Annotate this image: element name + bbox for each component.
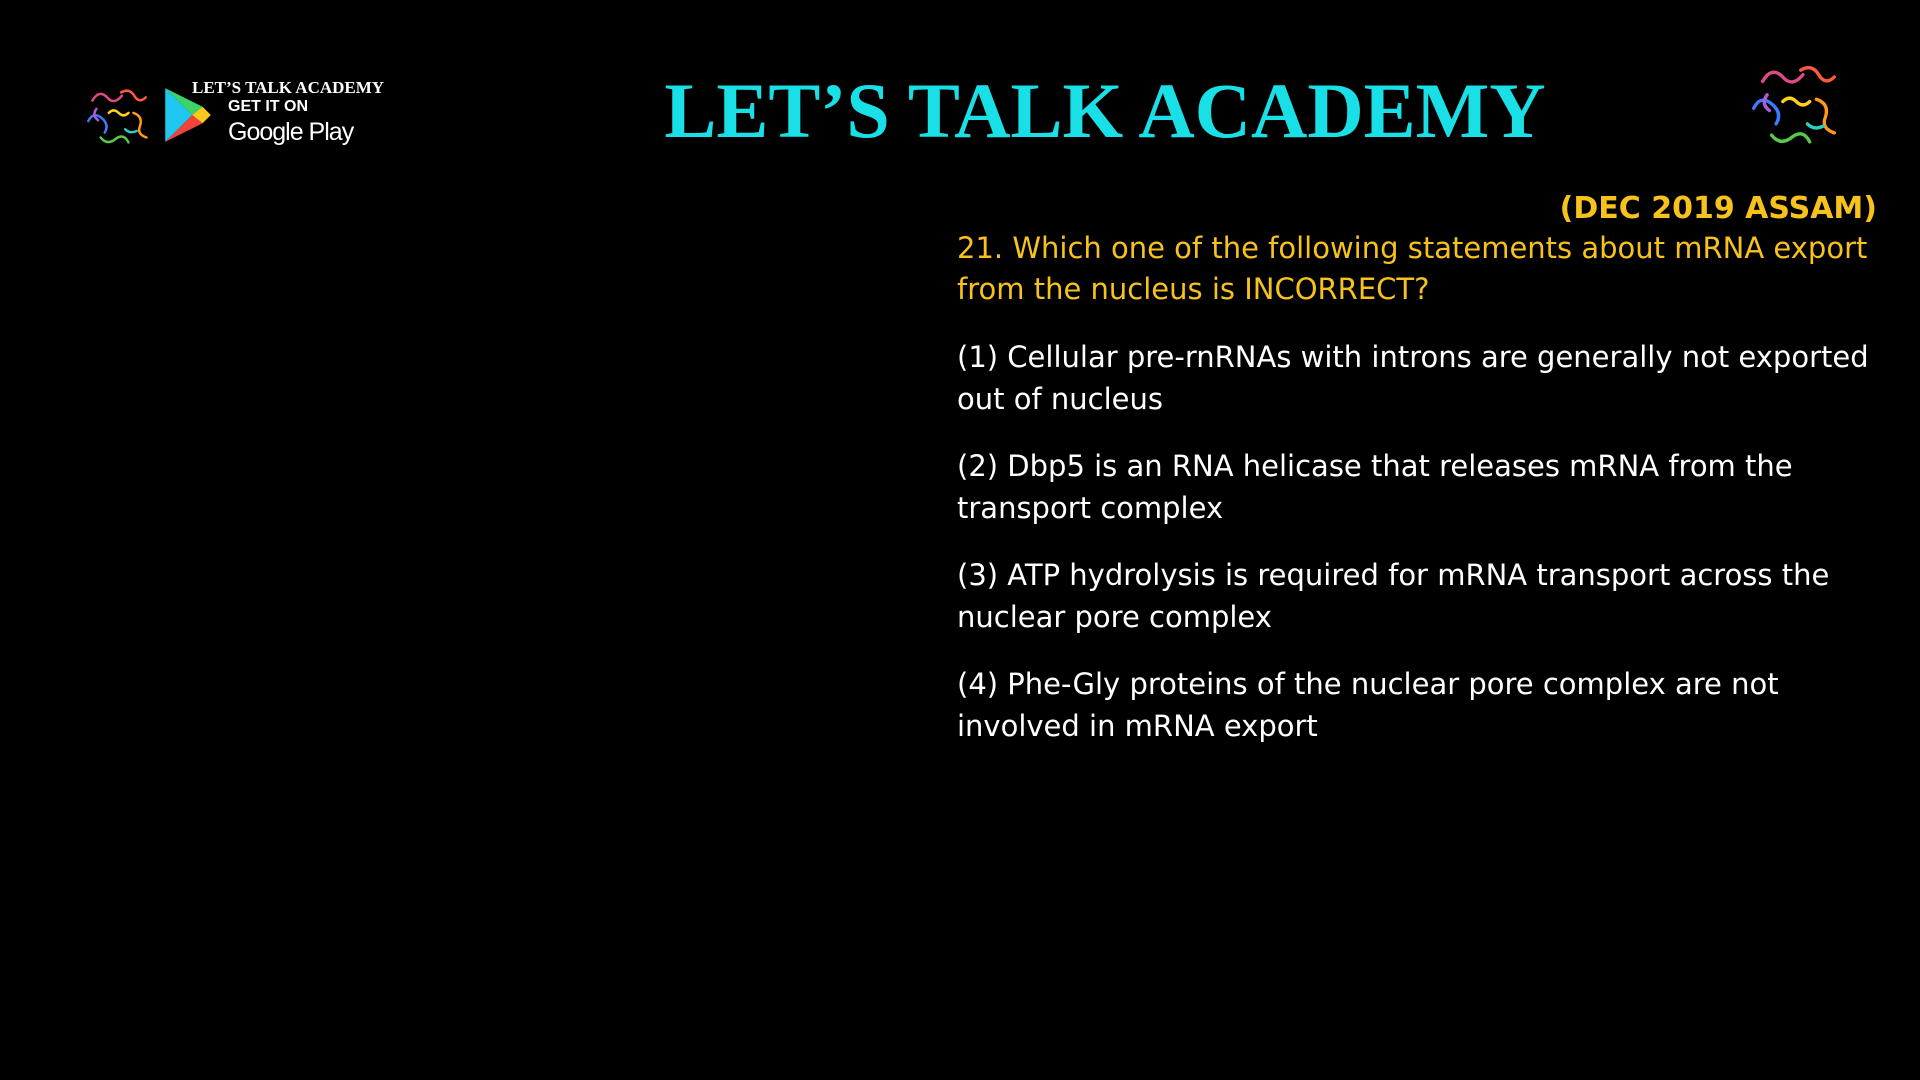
page-title: LET’S TALK ACADEMY (664, 67, 1546, 154)
option-3: (3) ATP hydrolysis is required for mRNA transport across the nuclear pore complex (957, 558, 1830, 634)
exam-source-label: (DEC 2019 ASSAM) (1559, 191, 1877, 226)
question-block (957, 186, 1877, 747)
badge-academy-name: LET’S TALK ACADEMY (192, 78, 385, 97)
badge-store-name: Google Play (228, 118, 354, 146)
option-2: (2) Dbp5 is an RNA helicase that releases mRNA from the transport complex (957, 449, 1793, 525)
option-4: (4) Phe-Gly proteins of the nuclear pore complex are not involved in mRNA export (957, 667, 1779, 743)
badge-get-it-on: GET IT ON (228, 98, 308, 115)
protein-structure-logo-icon (1738, 50, 1850, 162)
option-1: (1) Cellular pre-rnRNAs with introns are generally not exported out of nucleus (957, 340, 1869, 416)
question-text: 21. Which one of the following statements about mRNA export from the nucleus is INCORRECT? (957, 231, 1868, 306)
